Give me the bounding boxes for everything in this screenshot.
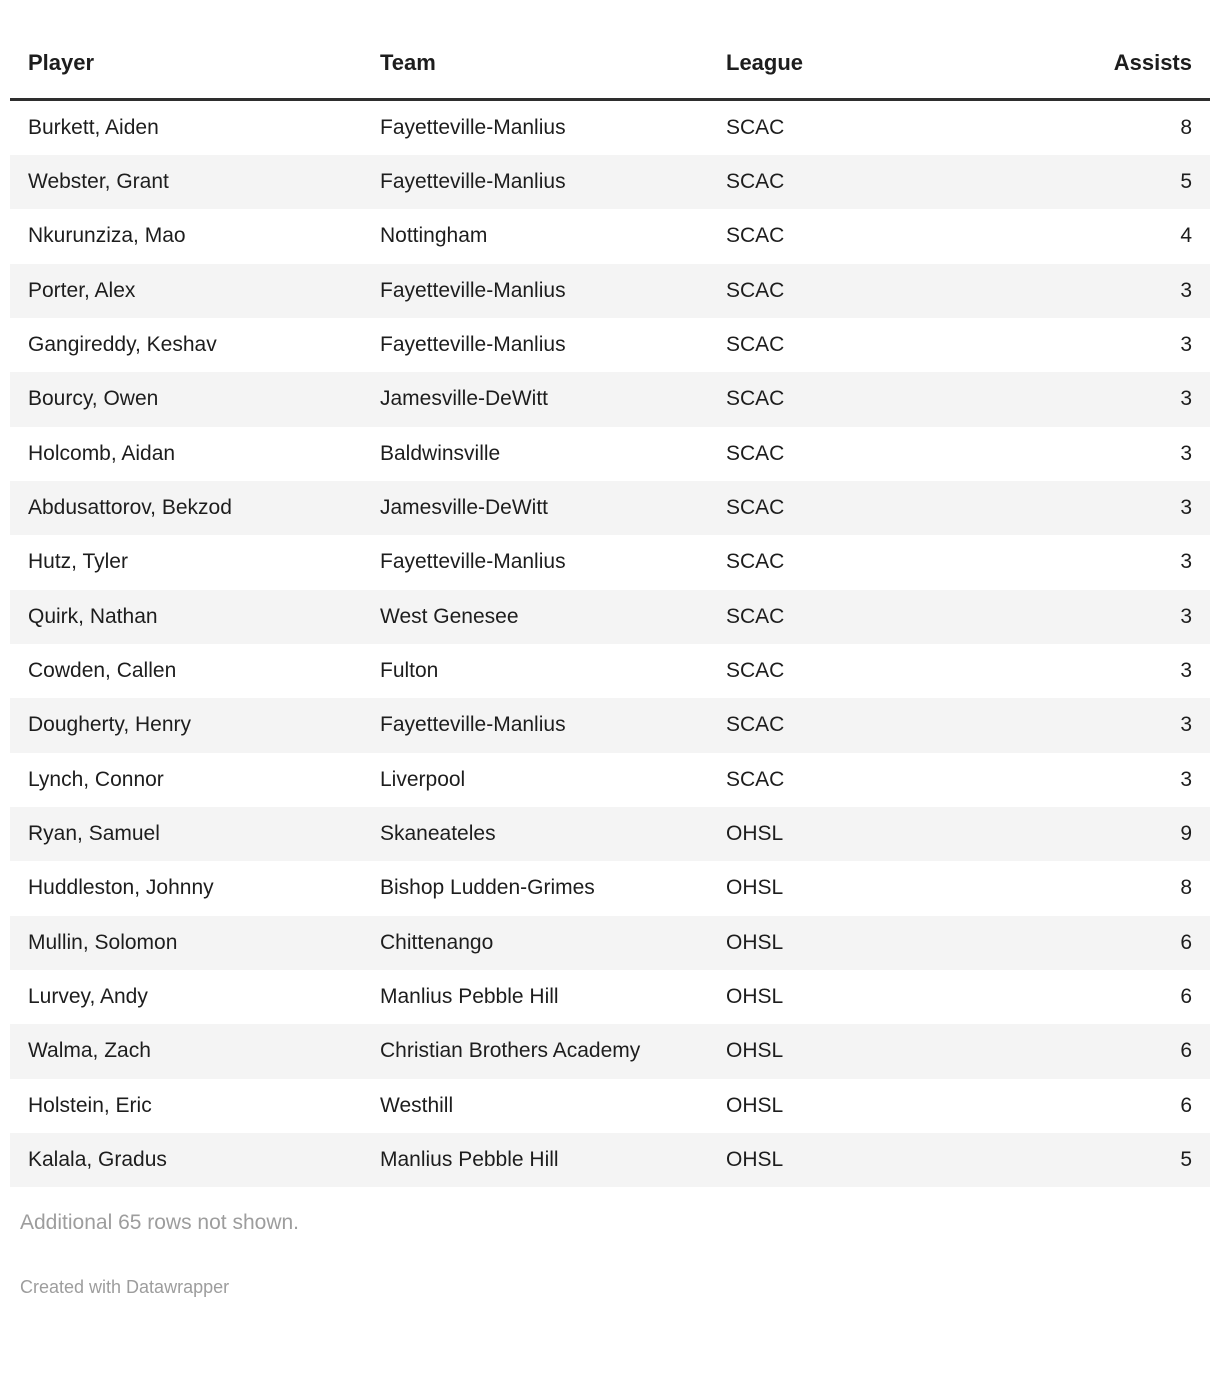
column-header-assists: Assists bbox=[958, 36, 1210, 99]
cell-league: SCAC bbox=[726, 496, 785, 519]
cell-player: Hutz, Tyler bbox=[28, 550, 128, 574]
cell-team: Fayetteville-Manlius bbox=[380, 713, 566, 737]
cell-league: SCAC bbox=[726, 767, 785, 791]
cell-team: Jamesville-DeWitt bbox=[380, 387, 549, 411]
column-header-team: Team bbox=[362, 36, 708, 99]
rows-note: Additional 65 rows not shown. bbox=[20, 1211, 299, 1235]
table-row bbox=[10, 970, 1210, 1024]
cell-player: Cowden, Callen bbox=[28, 659, 177, 683]
cell-league: SCAC bbox=[726, 115, 785, 139]
cell-player: Mullin, Solomon bbox=[28, 930, 178, 954]
cell-league: SCAC bbox=[726, 224, 785, 248]
table-row bbox=[10, 753, 1210, 807]
table-row bbox=[10, 372, 1210, 426]
column-header-league: League bbox=[708, 36, 958, 99]
table-row bbox=[10, 916, 1210, 970]
cell-assists: 8 bbox=[1180, 876, 1192, 900]
cell-assists: 3 bbox=[1180, 332, 1192, 356]
cell-player: Holstein, Eric bbox=[28, 1093, 152, 1117]
cell-player: Kalala, Gradus bbox=[28, 1148, 167, 1172]
cell-team: Fulton bbox=[380, 659, 439, 683]
cell-team: Fayetteville-Manlius bbox=[380, 550, 566, 574]
cell-assists: 3 bbox=[1180, 659, 1192, 683]
cell-team: Manlius Pebble Hill bbox=[380, 985, 559, 1009]
cell-assists: 6 bbox=[1180, 985, 1192, 1009]
cell-league: OHSL bbox=[726, 930, 784, 954]
table-row bbox=[10, 427, 1210, 481]
table-row bbox=[10, 155, 1210, 209]
cell-team: Liverpool bbox=[380, 767, 466, 791]
cell-team: Fayetteville-Manlius bbox=[380, 278, 566, 302]
cell-league: SCAC bbox=[726, 713, 785, 737]
table-body bbox=[10, 99, 1210, 1187]
cell-player: Holcomb, Aidan bbox=[28, 441, 176, 465]
cell-player: Bourcy, Owen bbox=[28, 387, 159, 411]
cell-team: Manlius Pebble Hill bbox=[380, 1148, 559, 1172]
table-row bbox=[10, 99, 1210, 155]
cell-player: Dougherty, Henry bbox=[28, 713, 192, 737]
cell-assists: 3 bbox=[1180, 767, 1192, 791]
table-row bbox=[10, 1133, 1210, 1187]
cell-league: SCAC bbox=[726, 604, 785, 628]
cell-team: Chittenango bbox=[380, 930, 494, 954]
cell-team: Nottingham bbox=[380, 224, 488, 248]
table-row bbox=[10, 1079, 1210, 1133]
cell-player: Ryan, Samuel bbox=[28, 822, 160, 846]
column-header-player: Player bbox=[10, 36, 362, 99]
cell-assists: 3 bbox=[1180, 713, 1192, 737]
table-row bbox=[10, 264, 1210, 318]
cell-player: Porter, Alex bbox=[28, 278, 136, 302]
cell-player: Walma, Zach bbox=[28, 1039, 151, 1063]
cell-team: Fayetteville-Manlius bbox=[380, 115, 566, 139]
cell-league: OHSL bbox=[726, 985, 784, 1009]
cell-league: SCAC bbox=[726, 659, 785, 683]
cell-league: SCAC bbox=[726, 169, 785, 193]
cell-league: SCAC bbox=[726, 278, 785, 302]
assists-table bbox=[10, 36, 1210, 1187]
cell-league: OHSL bbox=[726, 1148, 784, 1172]
cell-assists: 6 bbox=[1180, 1039, 1192, 1063]
table-row bbox=[10, 590, 1210, 644]
cell-assists: 9 bbox=[1180, 822, 1192, 846]
table-row bbox=[10, 861, 1210, 915]
cell-league: SCAC bbox=[726, 387, 785, 411]
cell-assists: 3 bbox=[1180, 604, 1192, 628]
cell-player: Abdusattorov, Bekzod bbox=[28, 496, 232, 519]
table-row bbox=[10, 807, 1210, 861]
cell-league: OHSL bbox=[726, 822, 784, 846]
table-widget bbox=[0, 36, 1220, 1299]
cell-assists: 3 bbox=[1180, 550, 1192, 574]
cell-team: Fayetteville-Manlius bbox=[380, 169, 566, 193]
cell-player: Lynch, Connor bbox=[28, 767, 164, 791]
attribution-link[interactable]: Created with Datawrapper bbox=[20, 1276, 230, 1297]
cell-assists: 5 bbox=[1180, 1148, 1192, 1172]
table-row bbox=[10, 698, 1210, 752]
cell-league: OHSL bbox=[726, 1093, 784, 1117]
cell-team: Skaneateles bbox=[380, 822, 496, 846]
cell-league: OHSL bbox=[726, 876, 784, 900]
cell-assists: 3 bbox=[1180, 387, 1192, 411]
cell-assists: 5 bbox=[1180, 169, 1192, 193]
cell-team: West Genesee bbox=[380, 604, 519, 628]
cell-player: Gangireddy, Keshav bbox=[28, 332, 217, 356]
cell-player: Burkett, Aiden bbox=[28, 115, 159, 139]
cell-player: Quirk, Nathan bbox=[28, 604, 158, 628]
table-row bbox=[10, 1024, 1210, 1078]
cell-league: OHSL bbox=[726, 1039, 784, 1063]
cell-team: Bishop Ludden-Grimes bbox=[380, 876, 595, 900]
cell-assists: 4 bbox=[1180, 224, 1192, 248]
table-row bbox=[10, 535, 1210, 589]
cell-team: Baldwinsville bbox=[380, 441, 501, 465]
cell-team: Christian Brothers Academy bbox=[380, 1039, 641, 1063]
header-row bbox=[10, 36, 1210, 99]
cell-team: Jamesville-DeWitt bbox=[380, 496, 549, 519]
cell-player: Lurvey, Andy bbox=[28, 985, 148, 1009]
cell-league: SCAC bbox=[726, 550, 785, 574]
cell-assists: 8 bbox=[1180, 115, 1192, 139]
table-row bbox=[10, 209, 1210, 263]
cell-team: Fayetteville-Manlius bbox=[380, 332, 566, 356]
cell-assists: 3 bbox=[1180, 441, 1192, 465]
cell-player: Webster, Grant bbox=[28, 169, 169, 193]
cell-player: Nkurunziza, Mao bbox=[28, 224, 186, 248]
table-row bbox=[10, 318, 1210, 372]
cell-player: Huddleston, Johnny bbox=[28, 876, 214, 900]
cell-assists: 3 bbox=[1180, 278, 1192, 302]
table-row bbox=[10, 481, 1210, 535]
cell-league: SCAC bbox=[726, 332, 785, 356]
cell-assists: 6 bbox=[1180, 930, 1192, 954]
table-row bbox=[10, 644, 1210, 698]
cell-assists: 3 bbox=[1180, 496, 1192, 519]
cell-assists: 6 bbox=[1180, 1093, 1192, 1117]
cell-team: Westhill bbox=[380, 1093, 454, 1117]
cell-league: SCAC bbox=[726, 441, 785, 465]
